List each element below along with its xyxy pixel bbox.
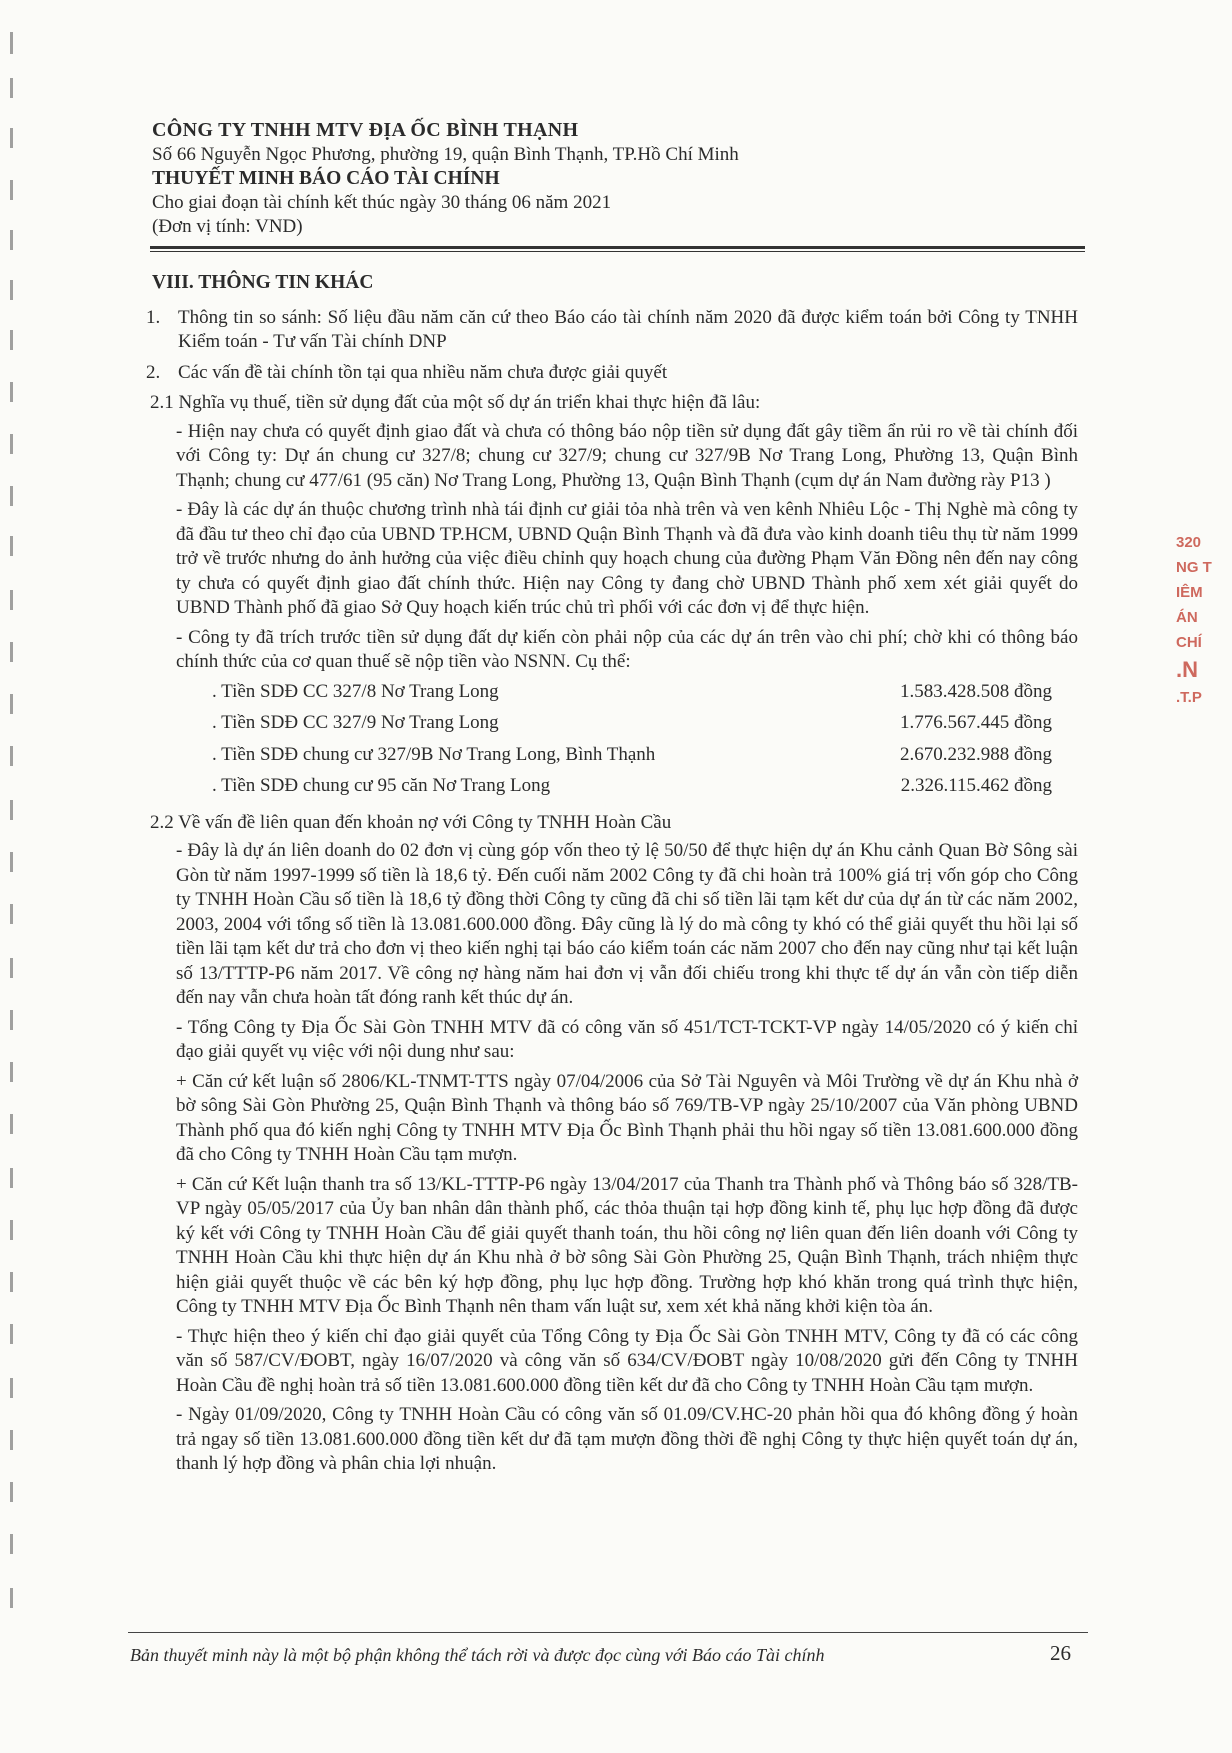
binding-mark bbox=[10, 1272, 13, 1292]
binding-mark bbox=[10, 746, 13, 766]
stamp-text: .T.P bbox=[1176, 689, 1202, 706]
stamp-text: CHÍ bbox=[1176, 634, 1202, 651]
binding-mark bbox=[10, 1114, 13, 1134]
binding-mark bbox=[10, 958, 13, 978]
binding-mark bbox=[10, 128, 13, 148]
amount-label: . Tiền SDĐ chung cư 327/9B Nơ Trang Long, Bình Thạnh bbox=[212, 743, 656, 765]
amount-row bbox=[212, 774, 1052, 799]
stamp-text: IÊM bbox=[1176, 584, 1203, 601]
paragraph: - Đây là dự án liên doanh do 02 đơn vị cùng góp vốn theo tỷ lệ 50/50 để thực hiện dự án Khu cảnh Quan Bờ Sông sài Gòn từ năm 1997-1999 số tiền là 18,6 tỷ. Đến cuối năm 2002 Công ty đã chi hoàn trả 100% giá trị vốn góp cho Công ty TNHH Hoàn Cầu số tiền là 18,6 tỷ đồng thời Công ty cũng đã chi số tiền lãi tạm kết dư của dự án từ các năm 2002, 2003, 2004 với tổng số tiền là 13.081.600.000 đồng. Đây cũng là lý do mà công ty khó có thể giải quyết thu hồi lại số tiền lãi tạm kết dư trả cho đơn vị theo kiến nghị tại báo cáo kiểm toán các năm 2007 cho đến nay cũng như tại kết luận số 13/TTTP-P6 năm 2017. Về công nợ hàng năm hai đơn vị vẫn đối chiếu trong khi thực tế dự án vẫn còn tiếp diễn đến nay vẫn chưa hoàn tất đóng ranh kết thúc dự án. bbox=[176, 840, 1078, 1008]
currency-unit: (Đơn vị tính: VND) bbox=[152, 216, 303, 237]
paragraph: - Thực hiện theo ý kiến chỉ đạo giải quyết của Tổng Công ty Địa Ốc Sài Gòn TNHH MTV, Công ty đã có các công văn số 587/CV/ĐOBT, ngày 16/07/2020 và công văn số 634/CV/ĐOBT ngày 10/08/2020 gửi đến Công ty TNHH Hoàn Cầu đề nghị hoàn trả số tiền 13.081.600.000 đồng tiền kết dư đã cho Công ty TNHH Hoàn Cầu tạm mượn. bbox=[176, 1325, 1078, 1396]
amount-label: . Tiền SDĐ CC 327/9 Nơ Trang Long bbox=[212, 712, 499, 733]
company-address: Số 66 Nguyễn Ngọc Phương, phường 19, quận Bình Thạnh, TP.Hồ Chí Minh bbox=[152, 144, 739, 165]
binding-mark bbox=[10, 590, 13, 610]
subsection-title: 2.2 Về vấn đề liên quan đến khoản nợ với Công ty TNHH Hoàn Cầu bbox=[150, 811, 672, 833]
paragraph: - Ngày 01/09/2020, Công ty TNHH Hoàn Cầu có công văn số 01.09/CV.HC-20 phản hồi qua đó không đồng ý hoàn trả ngay số tiền 13.081.600.000 đồng tiền kết dư đã tạm mượn đồng thời đề nghị Công ty thực hiện quyết toán dự án, thanh lý hợp đồng và phân chia lợi nhuận. bbox=[176, 1404, 1078, 1474]
binding-mark bbox=[10, 1324, 13, 1344]
binding-mark bbox=[10, 1482, 13, 1502]
binding-mark bbox=[10, 642, 13, 662]
footer-divider bbox=[128, 1632, 1088, 1633]
stamp-text: NG T bbox=[1176, 559, 1212, 576]
binding-mark bbox=[10, 230, 13, 250]
company-name: CÔNG TY TNHH MTV ĐỊA ỐC BÌNH THẠNH bbox=[152, 119, 579, 141]
binding-mark bbox=[10, 1168, 13, 1188]
item-text: Thông tin so sánh: Số liệu đầu năm căn cứ theo Báo cáo tài chính năm 2020 đã được kiểm toán bởi Công ty TNHH Kiểm toán - Tư vấn Tài chính DNP bbox=[178, 306, 1078, 352]
binding-mark bbox=[10, 32, 13, 54]
paragraph: - Hiện nay chưa có quyết định giao đất và chưa có thông báo nộp tiền sử dụng đất gây tiềm ẩn rủi ro về tài chính đối với Công ty: Dự án chung cư 327/8; chung cư 327/9; chung cư 327/9B Nơ Trang Long, Phường 13, Quận Bình Thạnh; chung cư 477/61 (95 căn) Nơ Trang Long, Phường 13, Quận Bình Thạnh (cụm dự án Nam đường rày P13 ) bbox=[176, 420, 1078, 491]
amount-value: 2.326.115.462 đồng bbox=[900, 775, 1052, 796]
binding-mark bbox=[10, 434, 13, 454]
binding-mark bbox=[10, 1588, 13, 1608]
binding-mark bbox=[10, 382, 13, 402]
binding-mark bbox=[10, 330, 13, 350]
page-number: 26 bbox=[1050, 1641, 1071, 1665]
subsection-title: 2.1 Nghĩa vụ thuế, tiền sử dụng đất của một số dự án triển khai thực hiện đã lâu: bbox=[150, 392, 761, 413]
binding-mark bbox=[10, 904, 13, 924]
header-divider bbox=[150, 246, 1085, 249]
binding-mark bbox=[10, 1062, 13, 1082]
red-seal-stamp bbox=[1176, 530, 1232, 750]
numbered-item bbox=[146, 361, 1078, 386]
binding-mark bbox=[10, 1378, 13, 1398]
binding-mark bbox=[10, 800, 13, 820]
footer-note: Bản thuyết minh này là một bộ phận không thể tách rời và được đọc cùng với Báo cáo Tài chính bbox=[130, 1645, 825, 1665]
item-text: Các vấn đề tài chính tồn tại qua nhiều năm chưa được giải quyết bbox=[178, 361, 668, 383]
binding-mark bbox=[10, 78, 13, 98]
amount-row bbox=[212, 743, 1052, 768]
section-title: VIII. THÔNG TIN KHÁC bbox=[152, 272, 374, 293]
binding-mark bbox=[10, 1430, 13, 1450]
paragraph: + Căn cứ Kết luận thanh tra số 13/KL-TTTP-P6 ngày 13/04/2017 của Thanh tra Thành phố và Thông báo số 328/TB-VP ngày 05/05/2017 của Ủy ban nhân dân thành phố, các thỏa thuận tại hợp đồng kinh tế, phụ lục hợp đồng đã được ký kết với Công ty TNHH Hoàn Cầu để giải quyết thanh toán, thu hồi công nợ liên quan đến liên doanh với Công ty TNHH Hoàn Cầu khi thực hiện dự án Khu nhà ở bờ sông Sài Gòn Phường 25, Quận Bình Thạnh, trách nhiệm thực hiện giải quyết thuộc về các bên ký hợp đồng, phụ lục hợp đồng. Trường hợp khó khăn trong quá trình thực hiện, Công ty TNHH MTV Địa Ốc Bình Thạnh nên tham vấn luật sư, xem xét khả năng khởi kiện tòa án. bbox=[176, 1173, 1078, 1317]
item-number: 2. bbox=[146, 361, 161, 383]
stamp-text: .N bbox=[1176, 657, 1198, 682]
amount-value: 1.776.567.445 đồng bbox=[900, 712, 1052, 733]
amount-value: 2.670.232.988 đồng bbox=[900, 743, 1052, 765]
binding-mark bbox=[10, 180, 13, 200]
paragraph: + Căn cứ kết luận số 2806/KL-TNMT-TTS ngày 07/04/2006 của Sở Tài Nguyên và Môi Trường về dự án Khu nhà ở bờ sông Sài Gòn Phường 25, Quận Bình Thạnh và thông báo số 769/TB-VP ngày 25/10/2007 của Văn phòng UBND Thành phố qua đó kiến nghị Công ty TNHH MTV Địa Ốc Bình Thạnh phải thu hồi ngay số tiền 13.081.600.000 đồng đã cho Công ty TNHH Hoàn Cầu tạm mượn. bbox=[176, 1070, 1078, 1165]
paragraph: - Đây là các dự án thuộc chương trình nhà tái định cư giải tỏa nhà trên và ven kênh Nhiêu Lộc - Thị Nghè mà công ty đã đầu tư theo chỉ đạo của UBND TP.HCM, UBND Quận Bình Thạnh và đã đưa vào kinh doanh tiêu thụ từ năm 1999 trở về trước nhưng do ảnh hưởng của việc điều chỉnh quy hoạch chung của đường Phạm Văn Đồng nên đến nay công ty chưa có quyết định giao đất chính thức. Hiện nay Công ty đang chờ UBND Thành phố xem xét giải quyết do UBND Thành phố đã giao Sở Quy hoạch kiến trúc chủ trì phối với các đơn vị để thực hiện. bbox=[176, 499, 1078, 618]
stamp-text: ÁN bbox=[1176, 609, 1198, 626]
amount-row bbox=[212, 711, 1052, 736]
document-title: THUYẾT MINH BÁO CÁO TÀI CHÍNH bbox=[152, 168, 500, 189]
stamp-text: 320 bbox=[1176, 534, 1202, 551]
binding-mark bbox=[10, 536, 13, 556]
numbered-item bbox=[146, 306, 1078, 355]
binding-mark bbox=[10, 280, 13, 300]
binding-mark bbox=[10, 852, 13, 872]
binding-mark bbox=[10, 1534, 13, 1554]
paragraph: - Công ty đã trích trước tiền sử dụng đất dự kiến còn phải nộp của các dự án trên vào chi phí; chờ khi có thông báo chính thức của cơ quan thuế sẽ nộp tiền vào NSNN. Cụ thể: bbox=[176, 626, 1078, 672]
amount-value: 1.583.428.508 đồng bbox=[900, 680, 1052, 702]
document-body bbox=[146, 271, 1078, 1482]
binding-mark bbox=[10, 694, 13, 714]
binding-mark bbox=[10, 486, 13, 506]
document-header bbox=[152, 118, 1082, 239]
binding-mark bbox=[10, 1010, 13, 1030]
amount-label: . Tiền SDĐ chung cư 95 căn Nơ Trang Long bbox=[212, 775, 551, 796]
paragraph: - Tổng Công ty Địa Ốc Sài Gòn TNHH MTV đã có công văn số 451/TCT-TCKT-VP ngày 14/05/2020 có ý kiến chỉ đạo giải quyết vụ việc với nội dung như sau: bbox=[176, 1016, 1078, 1062]
amount-label: . Tiền SDĐ CC 327/8 Nơ Trang Long bbox=[212, 680, 499, 702]
binding-mark bbox=[10, 1220, 13, 1240]
item-number: 1. bbox=[146, 306, 161, 328]
reporting-period: Cho giai đoạn tài chính kết thúc ngày 30 tháng 06 năm 2021 bbox=[152, 192, 612, 213]
amount-row bbox=[212, 680, 1052, 705]
header-divider-thin bbox=[150, 251, 1085, 252]
